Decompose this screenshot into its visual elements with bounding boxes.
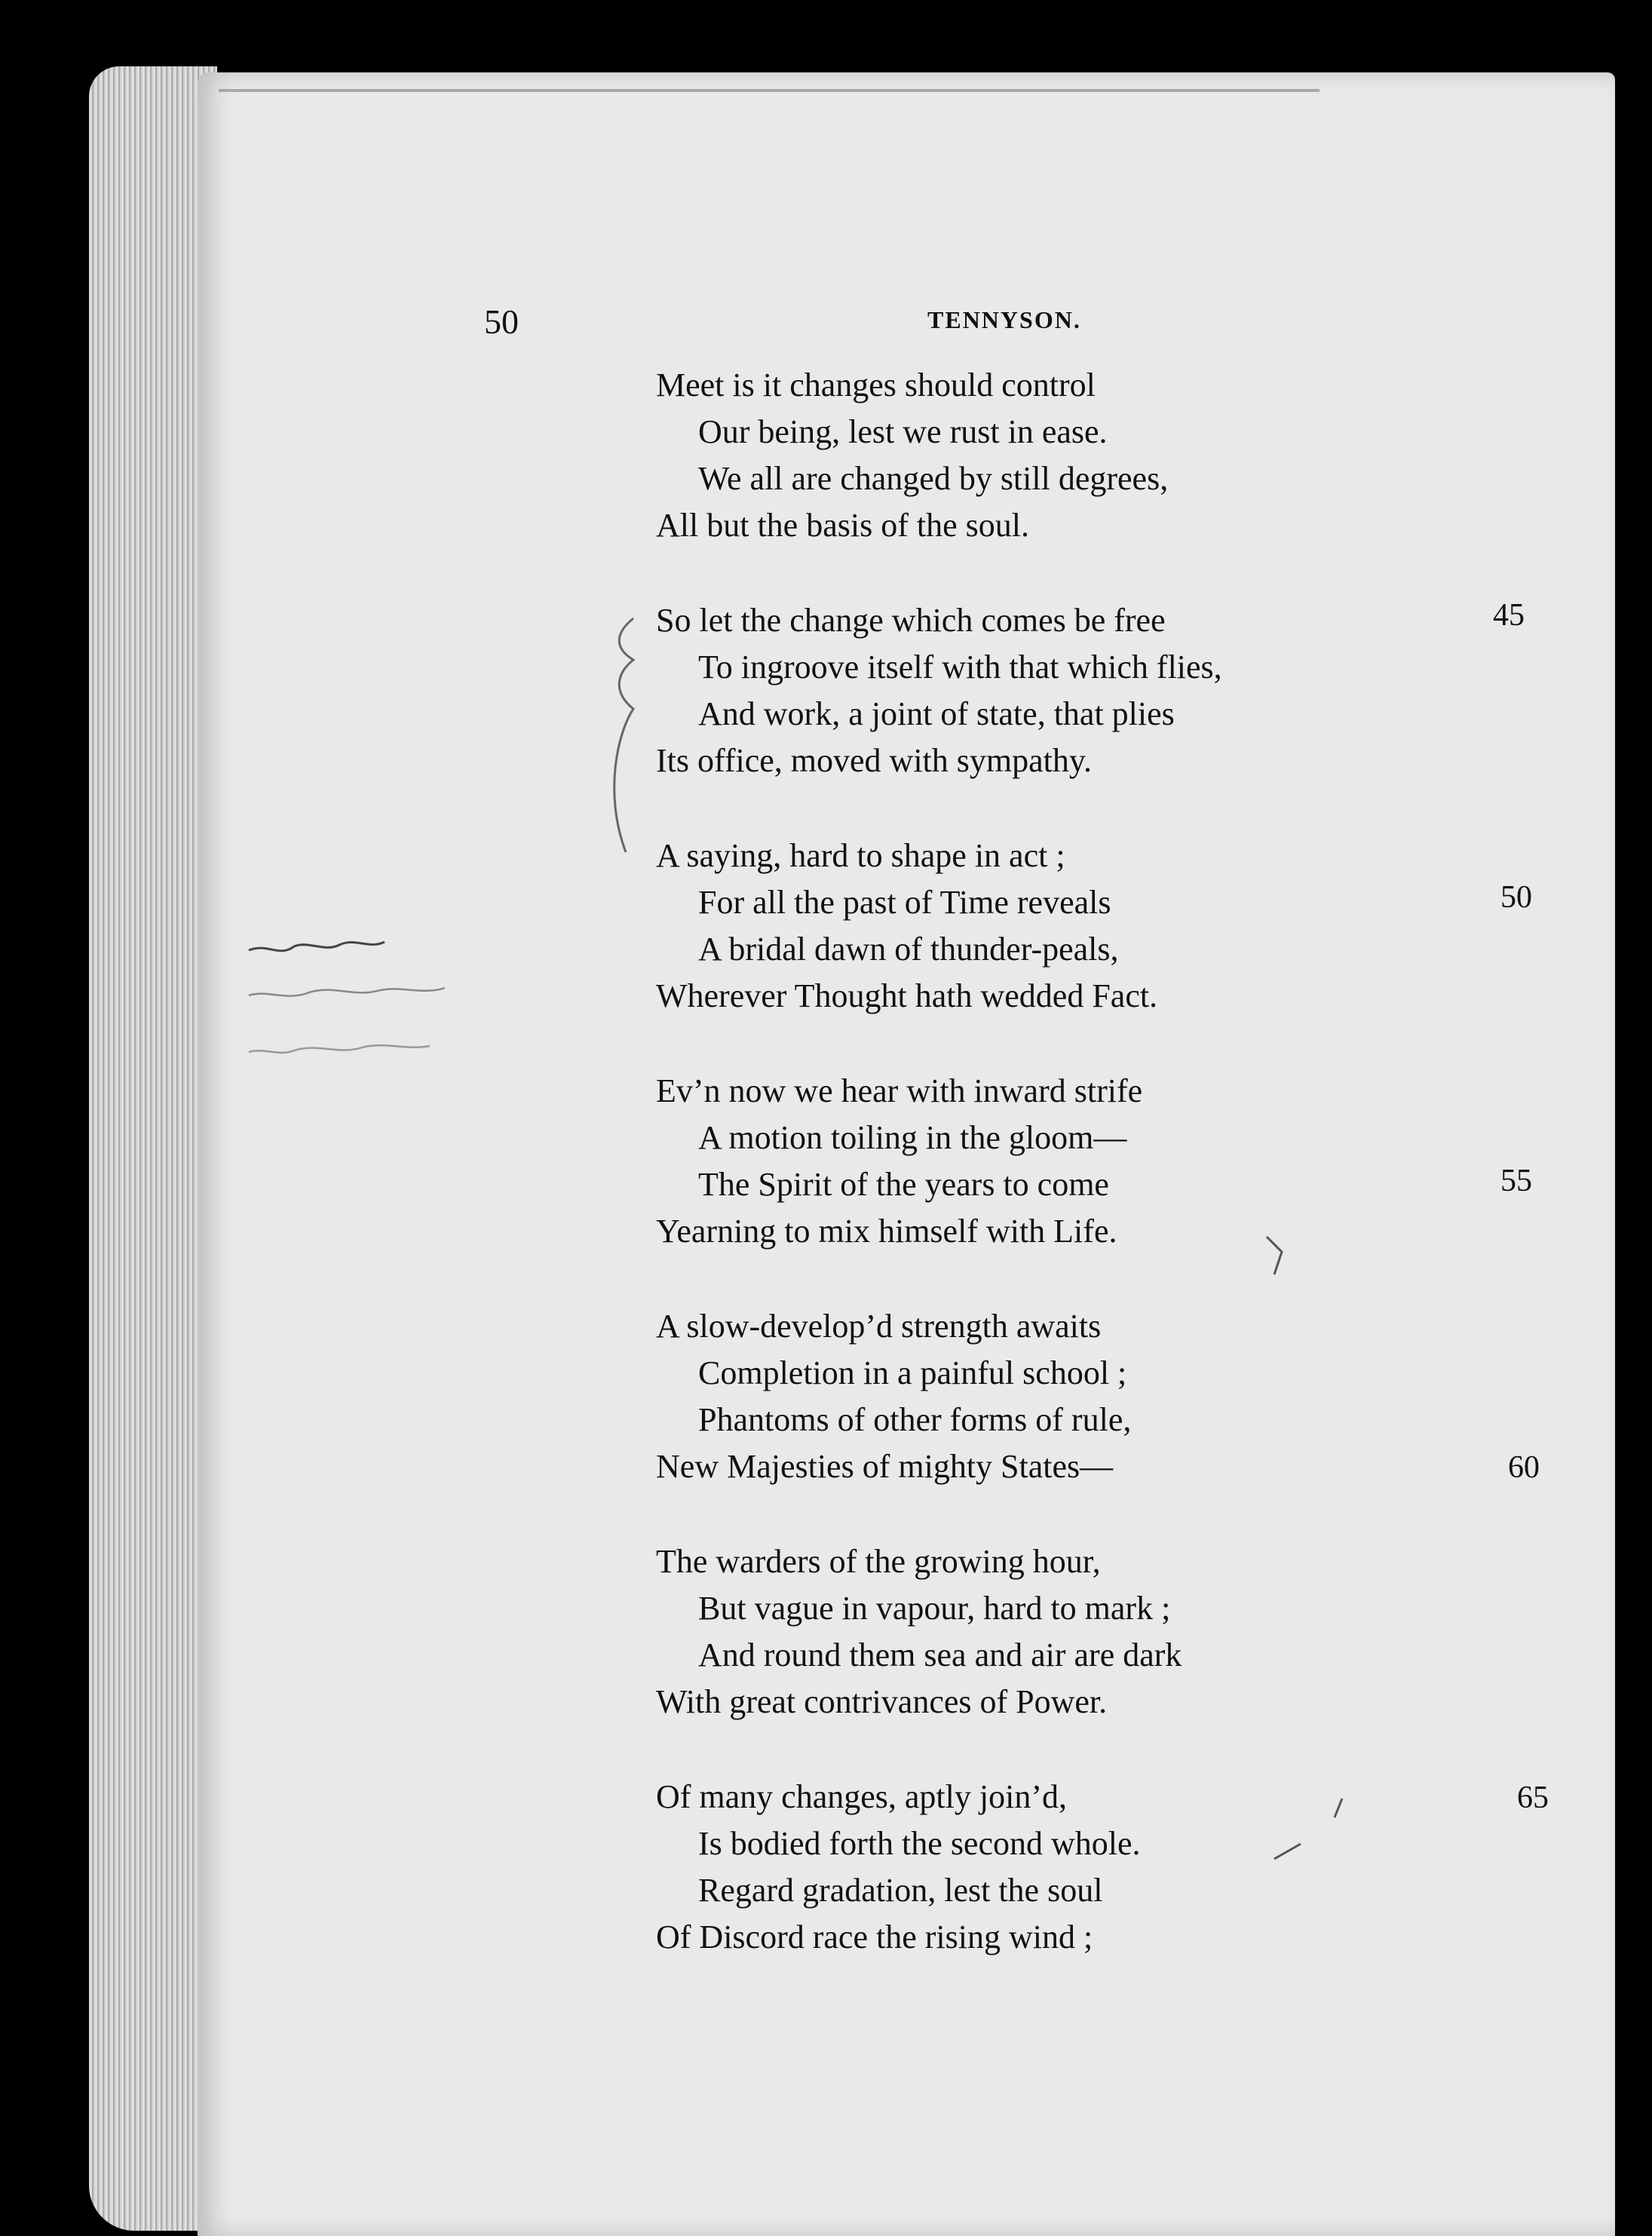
line-number: 45: [1493, 598, 1525, 633]
poem-line: All but the basis of the soul.: [656, 507, 1029, 544]
poem-line: Wherever Thought hath wedded Fact.: [656, 977, 1158, 1014]
poem-line: With great contrivances of Power.: [656, 1683, 1108, 1720]
bracket-mark: [615, 618, 633, 852]
poem-line: A bridal dawn of thunder-peals,: [698, 931, 1119, 968]
line-number: 55: [1500, 1164, 1532, 1198]
poem-line: To ingroove itself with that which flies,: [698, 649, 1222, 686]
poem-line: So let the change which comes be free: [656, 602, 1166, 639]
line-number: 60: [1508, 1450, 1540, 1485]
poem-line: We all are changed by still degrees,: [698, 460, 1169, 497]
line-number: 50: [1500, 880, 1532, 915]
line-number: 65: [1517, 1781, 1549, 1815]
poem-line: A slow-develop’d strength awaits: [656, 1308, 1102, 1345]
poem-line: Is bodied forth the second whole.: [698, 1825, 1141, 1862]
poem-line: The warders of the growing hour,: [656, 1543, 1101, 1580]
poem-line: Ev’n now we hear with inward strife: [656, 1072, 1143, 1109]
poem-line: For all the past of Time reveals: [698, 884, 1111, 921]
marginal-scribble: [249, 1045, 430, 1053]
poem-line: And round them sea and air are dark: [698, 1636, 1182, 1673]
pencil-tick: [1335, 1799, 1342, 1817]
poem-line: And work, a joint of state, that plies: [698, 695, 1175, 732]
poem-line: The Spirit of the years to come: [698, 1166, 1109, 1203]
running-head: TENNYSON.: [927, 306, 1081, 333]
poem-line: Completion in a painful school ;: [698, 1354, 1127, 1391]
pencil-tick: [1267, 1237, 1282, 1274]
marginal-scribble: [249, 942, 385, 951]
poem-line: New Majesties of mighty States—: [656, 1448, 1114, 1485]
page-number: 50: [484, 302, 519, 341]
poem-line: Meet is it changes should control: [656, 367, 1096, 403]
poem-line: A motion toiling in the gloom—: [698, 1119, 1127, 1156]
poem-line: Of many changes, aptly join’d,: [656, 1778, 1067, 1815]
poem-line: A saying, hard to shape in act ;: [656, 837, 1065, 874]
poem-line: Phantoms of other forms of rule,: [698, 1401, 1132, 1438]
poem-line: Yearning to mix himself with Life.: [656, 1213, 1117, 1250]
marginal-scribble: [249, 988, 445, 996]
pencil-tick: [1274, 1844, 1301, 1859]
poem-line: Regard gradation, lest the soul: [698, 1872, 1103, 1909]
poem-line: But vague in vapour, hard to mark ;: [698, 1590, 1171, 1627]
poem-line: Our being, lest we rust in ease.: [698, 413, 1108, 450]
poem-line: Its office, moved with sympathy.: [656, 742, 1093, 779]
poem-line: Of Discord race the rising wind ;: [656, 1919, 1093, 1955]
